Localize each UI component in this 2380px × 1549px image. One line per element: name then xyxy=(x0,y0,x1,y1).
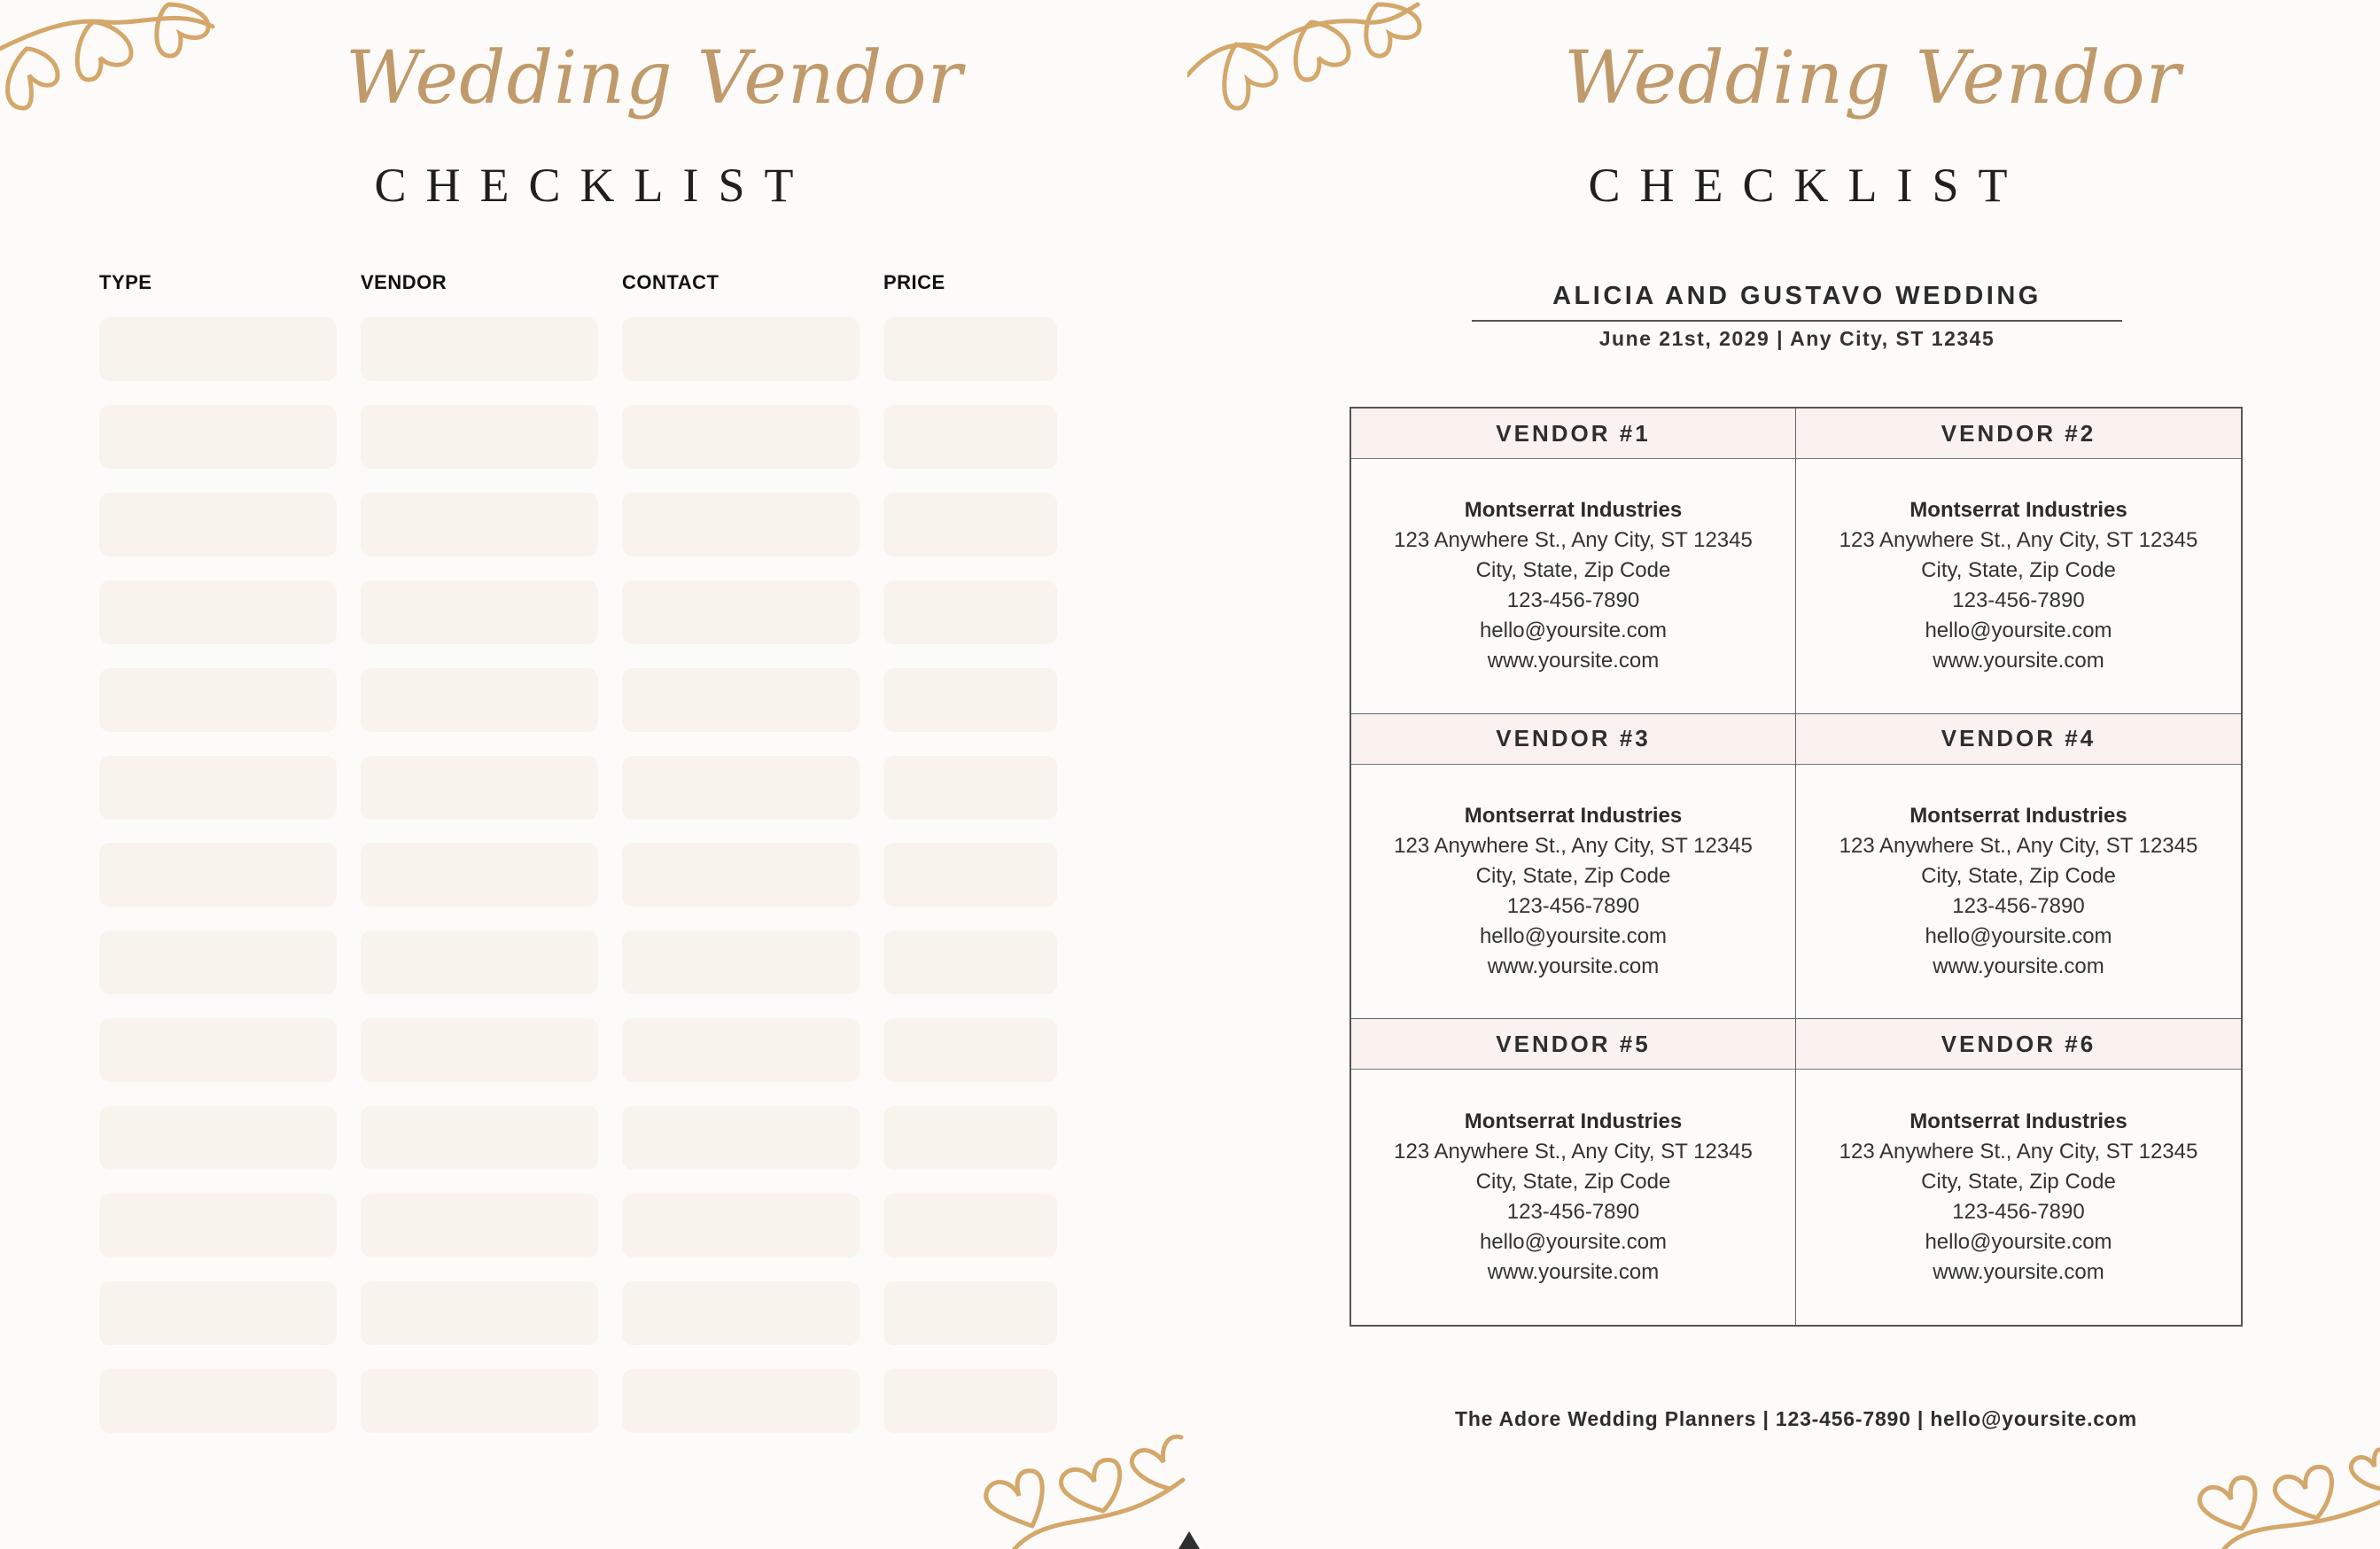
vendor-card xyxy=(1796,409,2241,714)
price-field[interactable] xyxy=(883,1194,1057,1257)
column-header-contact: CONTACT xyxy=(622,271,719,293)
price-field[interactable] xyxy=(883,1369,1057,1433)
vendor-city-line: City, State, Zip Code xyxy=(1921,558,2116,583)
type-field[interactable] xyxy=(99,1369,337,1433)
price-field[interactable] xyxy=(883,1018,1057,1082)
vendor-address: 123 Anywhere St., Any City, ST 12345 xyxy=(1839,833,2198,858)
contact-field[interactable] xyxy=(622,1194,859,1257)
vendor-address: 123 Anywhere St., Any City, ST 12345 xyxy=(1394,1140,1753,1164)
vendor-details xyxy=(1796,765,2241,1019)
vendor-city-line: City, State, Zip Code xyxy=(1921,1170,2116,1195)
type-field[interactable] xyxy=(99,493,337,557)
contact-field[interactable] xyxy=(622,493,859,557)
script-title: Wedding Vendor xyxy=(1564,36,2182,121)
vendor-website: www.yoursite.com xyxy=(1933,954,2104,978)
type-field[interactable] xyxy=(99,405,337,469)
vendor-field[interactable] xyxy=(361,580,598,644)
vendor-website: www.yoursite.com xyxy=(1487,954,1660,978)
vendor-phone: 123-456-7890 xyxy=(1952,1200,2085,1225)
column-header-type: TYPE xyxy=(99,271,152,293)
vendor-field[interactable] xyxy=(361,405,598,469)
heart-garland-icon xyxy=(1187,0,1427,115)
event-title: ALICIA AND GUSTAVO WEDDING xyxy=(1552,282,2042,310)
vendor-email: hello@yoursite.com xyxy=(1925,1230,2112,1255)
vendor-heading: VENDOR #5 xyxy=(1351,1019,1795,1070)
vendor-heading: VENDOR #4 xyxy=(1796,714,2241,765)
vendor-heading: VENDOR #2 xyxy=(1796,409,2241,459)
script-title: Wedding Vendor xyxy=(346,36,963,121)
vendor-field[interactable] xyxy=(361,843,598,907)
vendor-card xyxy=(1796,714,2241,1020)
vendor-name: Montserrat Industries xyxy=(1464,803,1683,828)
vendor-card xyxy=(1351,1019,1796,1325)
type-field[interactable] xyxy=(99,580,337,644)
vendor-address: 123 Anywhere St., Any City, ST 12345 xyxy=(1839,1140,2198,1164)
vendor-field[interactable] xyxy=(361,1194,598,1257)
vendor-heading: VENDOR #3 xyxy=(1351,714,1795,765)
vendor-phone: 123-456-7890 xyxy=(1506,1200,1640,1225)
contact-field[interactable] xyxy=(622,1281,859,1345)
page-title: CHECKLIST xyxy=(374,159,813,212)
price-field[interactable] xyxy=(883,1106,1057,1170)
vendor-website: www.yoursite.com xyxy=(1487,1260,1660,1285)
footer-contact: The Adore Wedding Planners | 123-456-7890 | hello@yoursite.com xyxy=(1454,1407,2137,1430)
vendor-details xyxy=(1351,1070,1795,1325)
vendor-heading: VENDOR #1 xyxy=(1351,409,1795,459)
vendor-details xyxy=(1796,1070,2241,1325)
type-field[interactable] xyxy=(99,1194,337,1257)
price-field[interactable] xyxy=(883,668,1057,732)
vendor-details xyxy=(1796,459,2241,713)
contact-field[interactable] xyxy=(622,668,859,732)
vendor-field[interactable] xyxy=(361,930,598,994)
vendor-email: hello@yoursite.com xyxy=(1925,923,2112,948)
page-title: CHECKLIST xyxy=(1588,159,2027,212)
vendor-card xyxy=(1796,1019,2241,1325)
price-field[interactable] xyxy=(883,317,1057,381)
divider xyxy=(1472,320,2122,322)
price-field[interactable] xyxy=(883,756,1057,820)
vendor-name: Montserrat Industries xyxy=(1909,498,2127,523)
heart-garland-icon xyxy=(970,1427,1192,1549)
type-field[interactable] xyxy=(99,1018,337,1082)
vendor-address: 123 Anywhere St., Any City, ST 12345 xyxy=(1394,528,1753,553)
contact-field[interactable] xyxy=(622,580,859,644)
type-field[interactable] xyxy=(99,317,337,381)
price-field[interactable] xyxy=(883,1281,1057,1345)
vendor-field[interactable] xyxy=(361,1018,598,1082)
vendor-email: hello@yoursite.com xyxy=(1479,923,1668,948)
vendor-address: 123 Anywhere St., Any City, ST 12345 xyxy=(1394,833,1753,858)
vendor-field[interactable] xyxy=(361,668,598,732)
vendor-address: 123 Anywhere St., Any City, ST 12345 xyxy=(1839,528,2198,553)
price-field[interactable] xyxy=(883,843,1057,907)
contact-field[interactable] xyxy=(622,843,859,907)
contact-field[interactable] xyxy=(622,1106,859,1170)
vendor-email: hello@yoursite.com xyxy=(1479,619,1668,643)
price-field[interactable] xyxy=(883,930,1057,994)
vendor-field[interactable] xyxy=(361,317,598,381)
price-field[interactable] xyxy=(883,580,1057,644)
vendor-phone: 123-456-7890 xyxy=(1506,588,1640,613)
type-field[interactable] xyxy=(99,1281,337,1345)
vendor-name: Montserrat Industries xyxy=(1909,803,2127,828)
vendor-field[interactable] xyxy=(361,1369,598,1433)
contact-field[interactable] xyxy=(622,1369,859,1433)
vendor-email: hello@yoursite.com xyxy=(1479,1230,1668,1255)
vendor-city-line: City, State, Zip Code xyxy=(1475,558,1671,583)
vendor-website: www.yoursite.com xyxy=(1487,649,1660,673)
type-field[interactable] xyxy=(99,1106,337,1170)
vendor-city-line: City, State, Zip Code xyxy=(1475,863,1671,888)
contact-field[interactable] xyxy=(622,930,859,994)
vendor-phone: 123-456-7890 xyxy=(1952,588,2085,613)
vendor-details xyxy=(1351,765,1795,1019)
vendor-website: www.yoursite.com xyxy=(1933,649,2104,673)
column-header-vendor: VENDOR xyxy=(361,271,447,293)
vendor-email: hello@yoursite.com xyxy=(1925,619,2112,643)
event-date-location: June 21st, 2029 | Any City, ST 12345 xyxy=(1598,327,1995,350)
type-field[interactable] xyxy=(99,668,337,732)
vendor-field[interactable] xyxy=(361,493,598,557)
vendor-field[interactable] xyxy=(361,1281,598,1345)
vendor-phone: 123-456-7890 xyxy=(1506,893,1640,918)
type-field[interactable] xyxy=(99,756,337,820)
vendor-field[interactable] xyxy=(361,1106,598,1170)
vendor-name: Montserrat Industries xyxy=(1464,498,1683,523)
vendor-card xyxy=(1351,714,1796,1020)
contact-field[interactable] xyxy=(622,317,859,381)
vendor-card xyxy=(1351,409,1796,714)
vendor-field[interactable] xyxy=(361,756,598,820)
price-field[interactable] xyxy=(883,405,1057,469)
contact-field[interactable] xyxy=(622,405,859,469)
contact-field[interactable] xyxy=(622,1018,859,1082)
contact-field[interactable] xyxy=(622,756,859,820)
type-field[interactable] xyxy=(99,930,337,994)
column-header-price: PRICE xyxy=(883,271,945,293)
vendor-table xyxy=(1349,407,2243,1327)
vendor-name: Montserrat Industries xyxy=(1464,1109,1683,1134)
vendor-name: Montserrat Industries xyxy=(1909,1109,2127,1134)
vendor-heading: VENDOR #6 xyxy=(1796,1019,2241,1070)
price-field[interactable] xyxy=(883,493,1057,557)
heart-garland-icon xyxy=(2171,1418,2380,1549)
type-field[interactable] xyxy=(99,843,337,907)
vendor-phone: 123-456-7890 xyxy=(1952,893,2085,918)
heart-garland-icon xyxy=(0,0,222,115)
vendor-city-line: City, State, Zip Code xyxy=(1475,1170,1671,1195)
vendor-website: www.yoursite.com xyxy=(1933,1260,2104,1285)
vendor-details xyxy=(1351,459,1795,713)
vendor-city-line: City, State, Zip Code xyxy=(1921,863,2116,888)
